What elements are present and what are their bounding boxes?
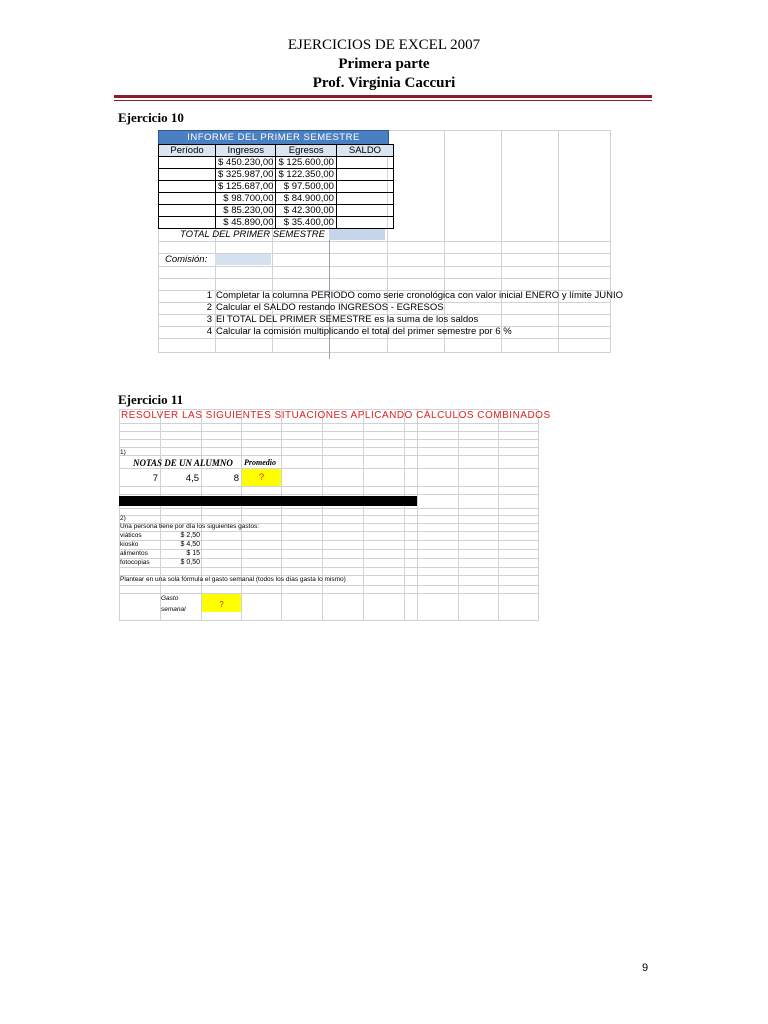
total-semestre-label: TOTAL DEL PRIMER SEMESTRE [180,229,326,240]
header-title: EJERCICIOS DE EXCEL 2007 [287,37,481,53]
header-subtitle: Primera parte [338,56,430,72]
col-header-egresos: Egresos [276,145,336,157]
cell-periodo[interactable] [159,157,216,169]
cell-egresos[interactable]: $ 42.300,00 [276,205,336,217]
ex10-spreadsheet [158,130,624,353]
section-1-label: 1) [120,449,126,456]
comision-cell[interactable] [215,254,271,265]
cell-saldo[interactable] [336,157,393,169]
cell-periodo[interactable] [159,205,216,217]
ex11-banner: RESOLVER LAS SIGUIENTES SITUACIONES APLICANDO CÁLCULOS COMBINADOS [121,410,551,421]
header-author: Prof. Virginia Caccuri [312,75,456,91]
cell-egresos[interactable]: $ 84.900,00 [276,193,336,205]
cell-ingresos[interactable]: $ 98.700,00 [216,193,276,205]
gasto-item-label: alimentos [120,550,148,557]
gasto-semanal-cell[interactable]: ? [202,594,241,612]
cell-periodo[interactable] [159,181,216,193]
cell-ingresos[interactable]: $ 125.687,00 [216,181,276,193]
table-row [159,157,394,169]
gasto-item-label: fotocopias [120,559,150,566]
separator-bar [119,496,417,506]
gasto-item-amount[interactable]: $ 4,50 [180,541,200,548]
cell-egresos[interactable]: $ 122.350,00 [276,169,336,181]
plantear-instruction: Plantear en una sola fórmula el gasto semanal (todos los días gasta lo mismo) [120,576,346,583]
cell-egresos[interactable]: $ 125.600,00 [276,157,336,169]
grade-cell[interactable]: 4,5 [185,473,199,484]
gasto-item-label: viáticos [120,532,142,539]
cell-ingresos[interactable]: $ 450.230,00 [216,157,276,169]
gasto-semanal-label-2: semanal [161,606,186,613]
table-row [159,217,394,229]
comision-label: Comisión: [165,254,208,265]
table-row [159,193,394,205]
promedio-cell[interactable]: ? [242,469,281,486]
cell-ingresos[interactable]: $ 325.987,00 [216,169,276,181]
ex10-table [158,144,394,229]
gasto-item-label: kiosko [120,541,139,548]
cell-periodo[interactable] [159,193,216,205]
table-row [159,181,394,193]
cell-periodo[interactable] [159,217,216,229]
ex11-title: Ejercicio 11 [118,392,184,407]
cell-ingresos[interactable]: $ 45.890,00 [216,217,276,229]
ex11-spreadsheet [119,409,551,621]
section-2-label: 2) [120,515,126,522]
cell-saldo[interactable] [336,205,393,217]
cell-periodo[interactable] [159,169,216,181]
col-header-ingresos: Ingresos [216,145,276,157]
instruction-item: 1 Completar la columna PERIODO como serie cronológica con valor inicial ENERO y límite JUNIO [206,290,624,301]
cell-saldo[interactable] [336,193,393,205]
ex10-banner: INFORME DEL PRIMER SEMESTRE [158,130,389,145]
promedio-label: Promedio [244,458,276,467]
cell-saldo[interactable] [336,169,393,181]
document-header [0,36,768,93]
gasto-item-amount[interactable]: $ 15 [186,550,200,557]
cell-egresos[interactable]: $ 97.500,00 [276,181,336,193]
instruction-item: 3 El TOTAL DEL PRIMER SEMESTRE es la suma de los saldos [206,314,479,325]
cell-ingresos[interactable]: $ 85.230,00 [216,205,276,217]
cell-egresos[interactable]: $ 35.400,00 [276,217,336,229]
gasto-item-amount[interactable]: $ 0,50 [180,559,200,566]
col-header-saldo: SALDO [336,145,393,157]
page-number: 9 [642,962,649,974]
gasto-item-amount[interactable]: $ 2,50 [180,532,200,539]
cell-saldo[interactable] [336,217,393,229]
grade-cell[interactable]: 7 [152,473,158,484]
total-semestre-cell[interactable] [329,229,385,240]
header-rule-thin [114,100,652,101]
notas-label: NOTAS DE UN ALUMNO [133,458,233,468]
grade-cell[interactable]: 8 [233,473,239,484]
instruction-item: 4 Calcular la comisión multiplicando el total del primer semestre por 6 % [206,326,512,337]
table-row [159,205,394,217]
col-header-periodo: Período [159,145,216,157]
header-rule-thick [114,95,652,98]
cell-saldo[interactable] [336,181,393,193]
ex10-title: Ejercicio 10 [118,110,184,125]
table-row [159,169,394,181]
instruction-item: 2 Calcular el SALDO restando INGRESOS - EGRESOS [206,302,444,313]
gastos-intro: Una persona tiene por día los siguientes gastos: [120,523,260,530]
gasto-semanal-label: Gasto [161,595,179,602]
